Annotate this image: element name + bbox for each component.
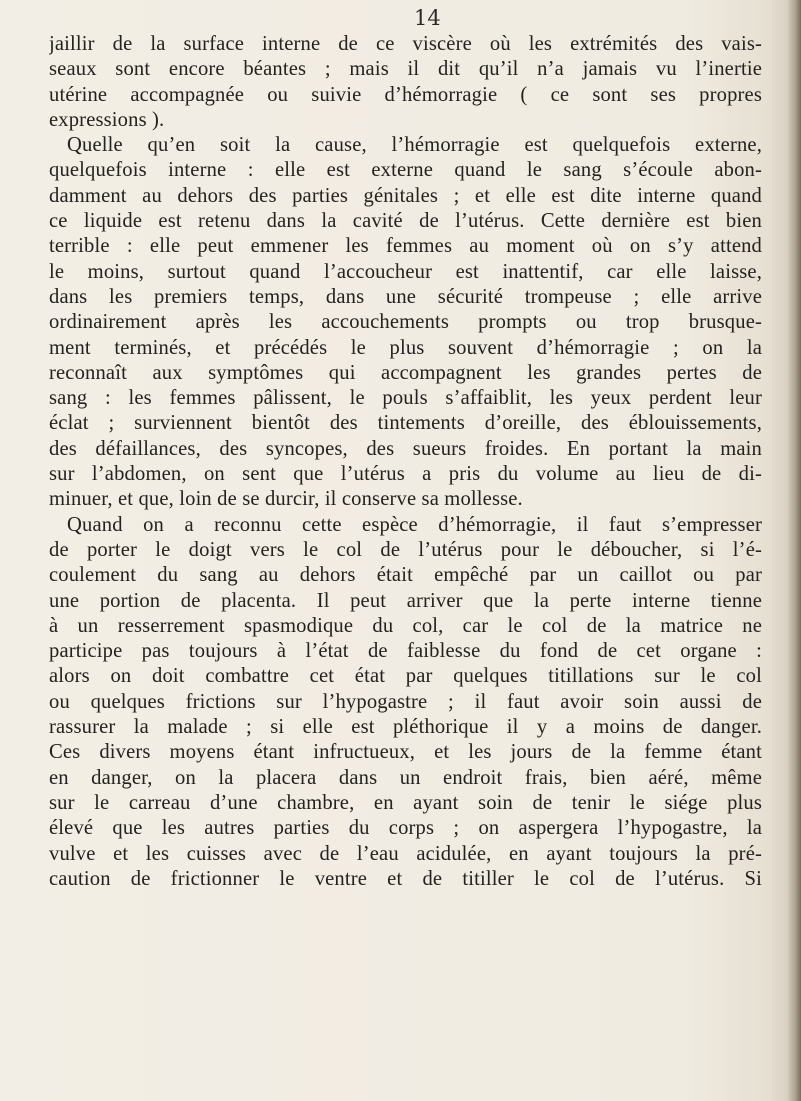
text-line: sur le carreau d’une chambre, en ayant soin de tenir le siége plus <box>49 791 762 814</box>
text-line: quelquefois interne : elle est externe quand le sang s’écoule abon- <box>49 159 762 182</box>
text-line: expressions ). <box>49 108 165 131</box>
text-line: ce liquide est retenu dans la cavité de l’utérus. Cette dernière est bien <box>49 210 762 233</box>
text-line: ordinairement après les accouchements prompts ou trop brusque- <box>49 311 762 334</box>
text-line: ment terminés, et précédés le plus souvent d’hémorragie ; on la <box>49 336 762 359</box>
text-line: en danger, on la placera dans un endroit frais, bien aéré, même <box>49 766 762 789</box>
text-line: reconnaît aux symptômes qui accompagnent les grandes pertes de <box>49 361 762 384</box>
text-line: jaillir de la surface interne de ce viscère où les extrémités des vais- <box>49 33 762 55</box>
text-line: alors on doit combattre cet état par quelques titillations sur le col <box>49 665 762 688</box>
text-line: utérine accompagnée ou suivie d’hémorragie ( ce sont ses propres <box>49 83 762 106</box>
text-line: sur l’abdomen, on sent que l’utérus a pris du volume au lieu de di- <box>49 463 762 486</box>
text-line: une portion de placenta. Il peut arriver que la perte interne tienne <box>49 589 762 612</box>
text-line: de porter le doigt vers le col de l’utérus pour le déboucher, si l’é- <box>49 538 762 561</box>
page-number: 14 <box>414 6 441 30</box>
text-line: damment au dehors des parties génitales ; et elle est dite interne quand <box>49 184 762 207</box>
text-line: élevé que les autres parties du corps ; on aspergera l’hypogastre, la <box>49 817 762 840</box>
text-line: seaux sont encore béantes ; mais il dit qu’il n’a jamais vu l’inertie <box>49 58 762 81</box>
body-text <box>49 32 762 892</box>
text-line: des défaillances, des syncopes, des sueurs froides. En portant la main <box>49 437 762 460</box>
text-line: ou quelques frictions sur l’hypogastre ; il faut avoir soin aussi de <box>49 690 762 713</box>
text-line: dans les premiers temps, dans une sécurité trompeuse ; elle arrive <box>49 285 762 308</box>
text-line: caution de frictionner le ventre et de titiller le col de l’utérus. Si <box>49 867 762 890</box>
text-line: terrible : elle peut emmener les femmes au moment où on s’y attend <box>49 235 762 258</box>
text-line: Ces divers moyens étant infructueux, et les jours de la femme étant <box>49 741 762 764</box>
page-edge-shadow <box>787 0 801 1101</box>
text-line: minuer, et que, loin de se durcir, il conserve sa mollesse. <box>49 488 523 511</box>
text-line: coulement du sang au dehors était empêché par un caillot ou par <box>49 564 762 587</box>
text-line: rassurer la malade ; si elle est pléthorique il y a moins de danger. <box>49 716 762 739</box>
text-line: Quelle qu’en soit la cause, l’hémorragie est quelquefois externe, <box>67 134 762 157</box>
text-line: participe pas toujours à l’état de faiblesse du fond de cet organe : <box>49 640 762 663</box>
text-line: à un resserrement spasmodique du col, car le col de la matrice ne <box>49 614 762 637</box>
text-line: Quand on a reconnu cette espèce d’hémorragie, il faut s’empresser <box>67 513 762 536</box>
text-line: éclat ; surviennent bientôt des tintements d’oreille, des éblouissements, <box>49 412 762 435</box>
text-line: vulve et les cuisses avec de l’eau acidulée, en ayant toujours la pré- <box>49 842 762 865</box>
text-line: sang : les femmes pâlissent, le pouls s’affaiblit, les yeux perdent leur <box>49 387 762 410</box>
text-line: le moins, surtout quand l’accoucheur est inattentif, car elle laisse, <box>49 260 762 283</box>
